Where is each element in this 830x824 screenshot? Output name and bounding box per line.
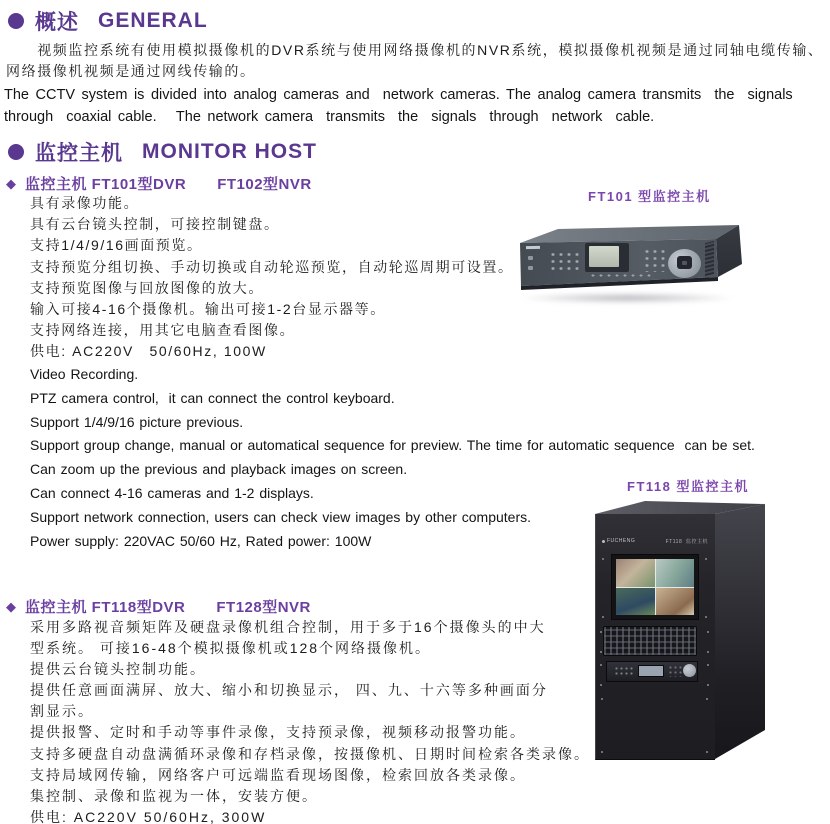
section-heading-general <box>8 6 208 36</box>
section-title-en: GENERAL <box>98 9 208 32</box>
dvr-lcd-screen <box>589 246 619 267</box>
diamond-bullet-icon: ◆ <box>6 599 16 614</box>
tower-side-panel <box>715 498 765 760</box>
feature-line: 供电: AC220V 50/60Hz, 300W <box>30 808 267 824</box>
feature-line: 支持局域网传输，网络客户可远端监看现场图像，检索回放各类录像。 <box>30 766 526 783</box>
section-title-en: MONITOR HOST <box>142 140 317 163</box>
section-title-cn: 概述 <box>35 11 79 34</box>
panel-screw <box>602 616 604 618</box>
dvr-unit-keypad <box>668 665 682 677</box>
feature-line: 提供云台镜头控制功能。 <box>30 661 206 678</box>
feature-line: 支持网络连接，用其它电脑查看图像。 <box>30 322 296 339</box>
paragraph-line: The CCTV system is divided into analog cameras and network cameras. The analog camera transmits the signals <box>4 87 793 103</box>
panel-screw <box>707 631 709 633</box>
camera-view-quadrant <box>656 559 695 587</box>
feature-line: Video Recording. <box>30 366 139 382</box>
feature-line: 集控制、录像和监视为一体，安装方便。 <box>30 787 318 804</box>
tower-keyboard <box>603 626 697 656</box>
feature-line: Can connect 4-16 cameras and 1-2 displays. <box>30 484 314 501</box>
feature-line: 支持1/4/9/16画面预览。 <box>30 237 203 254</box>
feature-line: 支持多硬盘自动盘满循环录像和存档录像，按摄像机、日期时间检索各类录像。 <box>30 745 590 762</box>
tower-model-text: FT118 监控主机 <box>665 538 708 545</box>
dvr-vent-grille <box>705 241 714 276</box>
dvr-left-button-grid <box>549 251 579 273</box>
feature-line: 支持预览图像与回放图像的放大。 <box>30 279 264 296</box>
panel-screw <box>600 651 602 653</box>
panel-screw <box>706 751 708 753</box>
paragraph-line: through coaxial cable. The network camera transmits the signals through network cable. <box>4 109 655 125</box>
feature-line: 支持预览分组切换、手动切换或自动轮巡预览，自动轮巡周期可设置。 <box>30 258 514 275</box>
section-heading-monitor-host <box>8 137 317 167</box>
section-title-cn: 监控主机 <box>35 142 123 165</box>
panel-screw <box>705 558 707 560</box>
dvr-right-button-grid <box>643 248 669 272</box>
section-bullet-icon <box>8 144 24 160</box>
dvr-shadow <box>517 292 737 304</box>
product1-heading <box>6 173 312 194</box>
panel-screw <box>601 698 603 700</box>
panel-screw <box>600 631 602 633</box>
feature-line: 具有录像功能。 <box>30 195 140 211</box>
dvr-round-button-row <box>589 273 655 278</box>
camera-view-quadrant <box>656 588 695 616</box>
dvr-function-button <box>528 266 533 270</box>
ft118-figure-label: FT118 型监控主机 <box>627 479 749 494</box>
paragraph-line: 网络摄像机视频是通过网线传输的。 <box>6 63 256 79</box>
panel-screw <box>600 684 602 686</box>
feature-line: PTZ camera control, it can connect the control keyboard. <box>30 389 395 406</box>
feature-line: Support 1/4/9/16 picture previous. <box>30 413 244 430</box>
dvr-unit-display <box>638 665 664 677</box>
feature-line: Power supply: 220VAC 50/60 Hz, Rated power: 100W <box>30 532 372 549</box>
paragraph-line: 视频监控系统有使用模拟摄像机的DVR系统与使用网络摄像机的NVR系统，模拟摄像机视频是通过同轴电缆传输、 <box>6 42 824 58</box>
product1-heading-text: 监控主机 FT101型DVR FT102型NVR <box>25 176 312 193</box>
diamond-bullet-icon: ◆ <box>6 176 16 191</box>
panel-screw <box>706 698 708 700</box>
camera-view-quadrant <box>616 588 655 616</box>
feature-line: 采用多路视音频矩阵及硬盘录像机组合控制，用于多于16个摄像头的中大 <box>30 619 546 635</box>
feature-line: Support group change, manual or automatical sequence for preview. The time for automatic sequence can be set. <box>30 437 755 454</box>
feature-line: Can zoom up the previous and playback images on screen. <box>30 461 408 478</box>
panel-screw <box>707 684 709 686</box>
dvr-brand-logo <box>526 246 540 249</box>
product1-features-cn <box>30 193 514 363</box>
tower-brand <box>602 538 635 544</box>
panel-screw <box>600 664 602 666</box>
dvr-unit-jog-dial <box>683 664 696 677</box>
feature-line: 割显示。 <box>30 703 94 720</box>
feature-line: 提供任意画面满屏、放大、缩小和切换显示， 四、九、十六等多种画面分 <box>30 682 548 699</box>
dvr-unit-buttons <box>614 666 634 676</box>
intro-paragraph-en <box>4 84 793 128</box>
dvr-power-button <box>528 256 533 260</box>
feature-line: 提供报警、定时和手动等事件录像，支持预录像，视频移动报警功能。 <box>30 724 526 741</box>
camera-view-quadrant <box>616 559 655 587</box>
product2-heading-text: 监控主机 FT118型DVR FT128型NVR <box>25 599 311 616</box>
panel-screw <box>707 664 709 666</box>
panel-screw <box>601 751 603 753</box>
intro-paragraph-cn <box>6 40 824 82</box>
feature-line: 供电: AC220V 50/60Hz, 100W <box>30 343 267 360</box>
feature-line: 型系统。 可接16-48个模拟摄像机或128个网络摄像机。 <box>30 640 432 657</box>
section-bullet-icon <box>8 13 24 29</box>
product2-heading <box>6 596 311 617</box>
dvr-enter-button <box>682 261 687 265</box>
ft118-tower-image <box>593 498 768 760</box>
brand-logo-icon <box>602 540 605 543</box>
panel-screw <box>602 558 604 560</box>
ft101-dvr-image <box>505 212 755 312</box>
feature-line: 具有云台镜头控制，可接控制键盘。 <box>30 216 280 233</box>
feature-line: 输入可接4-16个摄像机。输出可接1-2台显示器等。 <box>30 301 386 318</box>
tower-brand-text: FUCHENG <box>607 538 636 544</box>
tower-monitor-screen <box>616 559 694 615</box>
product2-features-cn <box>30 617 590 824</box>
feature-line: Support network connection, users can check view images by other computers. <box>30 508 532 525</box>
ft101-figure-label: FT101 型监控主机 <box>588 189 711 204</box>
tower-header-strip <box>602 536 708 546</box>
panel-screw <box>707 651 709 653</box>
panel-screw <box>705 616 707 618</box>
